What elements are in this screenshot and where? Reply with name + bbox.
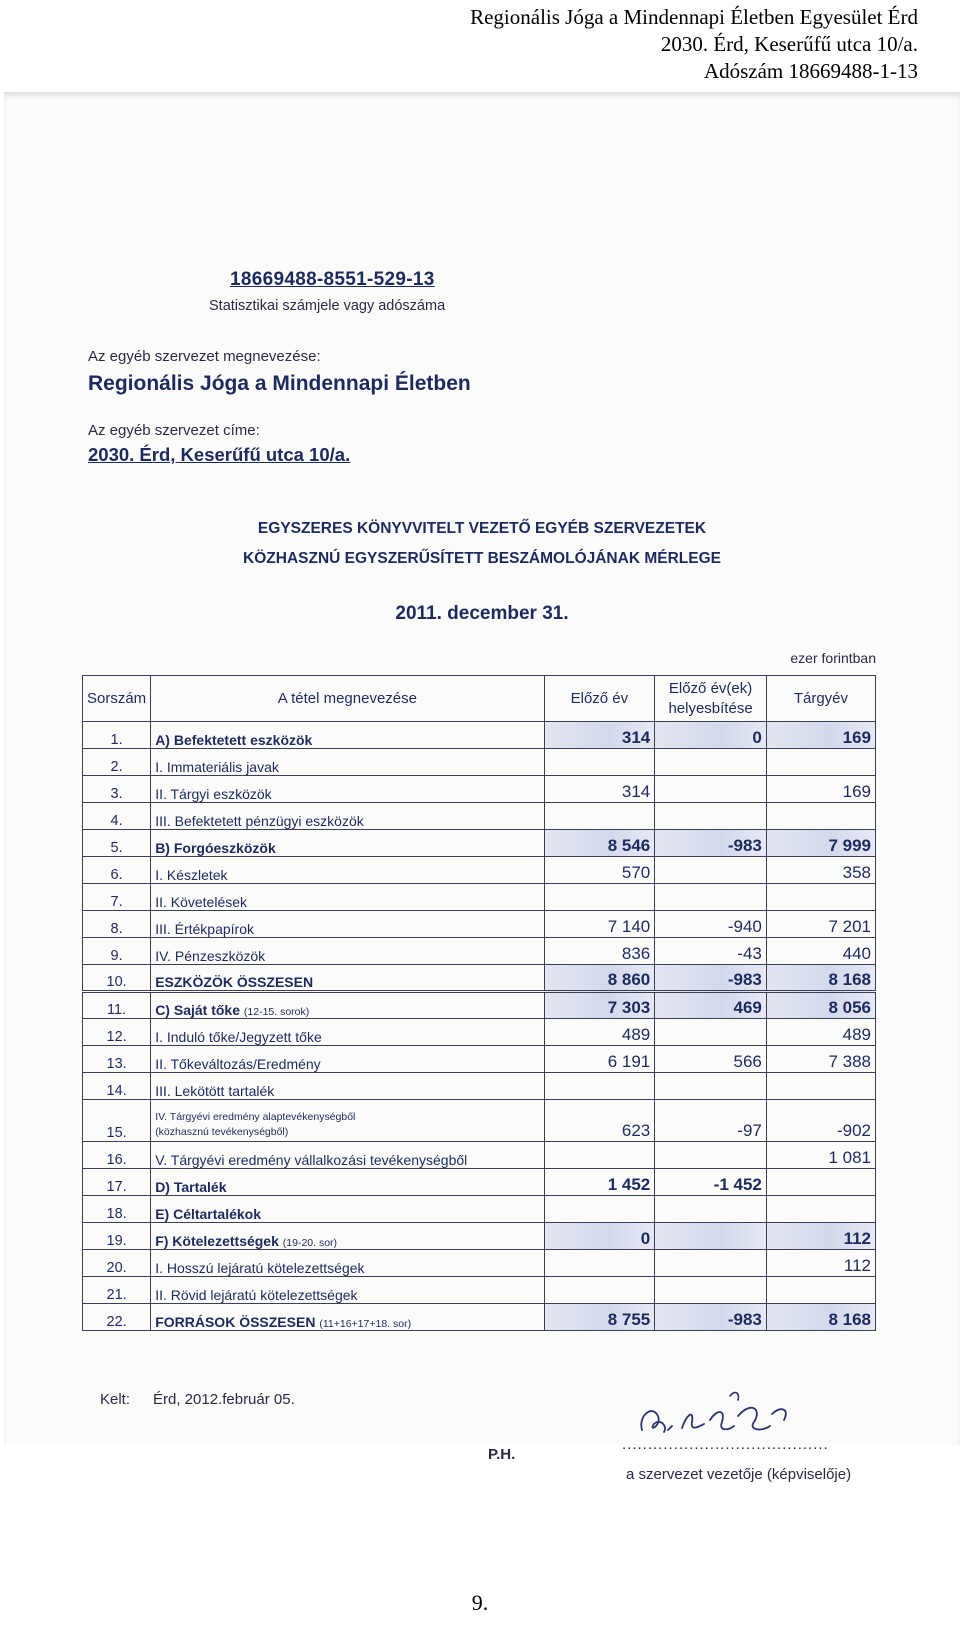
- row-name-note: (11+16+17+18. sor): [319, 1318, 412, 1330]
- row-number: 15.: [83, 1100, 151, 1142]
- row-value-corr: -983: [655, 830, 767, 857]
- row-name: [151, 911, 544, 938]
- row-name: [151, 1019, 544, 1046]
- row-value-corr: [655, 1019, 767, 1046]
- row-number: 2.: [83, 749, 151, 776]
- row-value-curr: [766, 1073, 875, 1100]
- row-value-curr: [766, 884, 875, 911]
- row-name: [151, 830, 544, 857]
- row-value-curr: [766, 1196, 875, 1223]
- row-value-prev: 570: [544, 857, 655, 884]
- row-name: [151, 1304, 544, 1331]
- table-row: [83, 1304, 876, 1331]
- row-value-prev: 1 452: [544, 1169, 655, 1196]
- table-row: [83, 1100, 876, 1142]
- row-name-text: III. Lekötött tartalék: [155, 1083, 275, 1099]
- row-name: [151, 884, 544, 911]
- table-row: [83, 1046, 876, 1073]
- row-value-corr: [655, 1073, 767, 1100]
- row-name-text: III. Befektetett pénzügyi eszközök: [155, 813, 364, 829]
- row-value-curr: 7 999: [766, 830, 875, 857]
- row-value-corr: -97: [655, 1100, 767, 1142]
- table-row: [83, 1223, 876, 1250]
- row-number: 17.: [83, 1169, 151, 1196]
- row-value-corr: [655, 857, 767, 884]
- table-row: [83, 884, 876, 911]
- row-value-prev: [544, 803, 655, 830]
- row-name-text: II. Tőkeváltozás/Eredmény: [155, 1056, 321, 1072]
- scanned-document: [4, 92, 960, 1483]
- date-place-label: Kelt:: [100, 1391, 131, 1408]
- row-value-corr: -940: [655, 911, 767, 938]
- row-name: [151, 749, 544, 776]
- row-name-note: (közhasznú tevékenységből): [155, 1126, 289, 1138]
- row-number: 18.: [83, 1196, 151, 1223]
- row-value-prev: [544, 1196, 655, 1223]
- row-number: 6.: [83, 857, 151, 884]
- row-value-prev: 8 860: [544, 965, 655, 992]
- row-value-corr: 469: [655, 992, 767, 1019]
- header-curr: Tárgyév: [766, 676, 875, 722]
- row-name-text: E) Céltartalékok: [155, 1206, 262, 1222]
- row-name: [151, 992, 544, 1019]
- row-value-corr: 566: [655, 1046, 767, 1073]
- table-row: [83, 749, 876, 776]
- row-value-corr: [655, 1196, 767, 1223]
- table-row: [83, 938, 876, 965]
- org-address-label: Az egyéb szervezet címe:: [88, 422, 260, 439]
- row-number: 7.: [83, 884, 151, 911]
- stamp-place-label: P.H.: [488, 1446, 516, 1463]
- row-value-curr: 8 056: [766, 992, 875, 1019]
- row-name-text: I. Immateriális javak: [155, 759, 279, 775]
- table-row: [83, 1019, 876, 1046]
- row-value-prev: [544, 1142, 655, 1169]
- row-value-corr: -43: [655, 938, 767, 965]
- row-value-curr: [766, 1169, 875, 1196]
- row-name: [151, 803, 544, 830]
- report-title-line2: KÖZHASZNÚ EGYSZERŰSÍTETT BESZÁMOLÓJÁNAK MÉRLEGE: [243, 550, 721, 567]
- header-correction-line2: helyesbítése: [668, 699, 753, 717]
- row-value-corr: [655, 1250, 767, 1277]
- row-name-note: (12-15. sorok): [243, 1006, 310, 1018]
- signature-line: ........................................: [622, 1436, 829, 1453]
- letterhead-tax-number: Adószám 18669488-1-13: [703, 59, 918, 83]
- row-number: 5.: [83, 830, 151, 857]
- row-value-prev: [544, 749, 655, 776]
- org-name: Regionális Jóga a Mindennapi Életben: [88, 372, 471, 395]
- org-name-label: Az egyéb szervezet megnevezése:: [88, 348, 321, 365]
- row-name-text: ESZKÖZÖK ÖSSZESEN: [155, 974, 314, 990]
- row-number: 9.: [83, 938, 151, 965]
- row-name-text: F) Kötelezettségek: [155, 1233, 279, 1249]
- row-name-text: II. Tárgyi eszközök: [155, 786, 272, 802]
- table-row: [83, 992, 876, 1019]
- row-value-prev: 8 546: [544, 830, 655, 857]
- row-name-note: (19-20. sor): [282, 1237, 338, 1249]
- balance-sheet-table: [82, 675, 876, 1331]
- row-value-prev: [544, 884, 655, 911]
- row-name: [151, 965, 544, 992]
- table-row: [83, 1169, 876, 1196]
- row-value-curr: 7 201: [766, 911, 875, 938]
- row-value-corr: [655, 776, 767, 803]
- report-title-line1: EGYSZERES KÖNYVVITELT VEZETŐ EGYÉB SZERVEZETEK: [257, 520, 707, 537]
- table-row: [83, 1142, 876, 1169]
- row-value-curr: [766, 1277, 875, 1304]
- table-row: [83, 1277, 876, 1304]
- row-number: 13.: [83, 1046, 151, 1073]
- row-value-corr: [655, 1223, 767, 1250]
- row-value-corr: -983: [655, 1304, 767, 1331]
- row-value-prev: 314: [544, 776, 655, 803]
- row-number: 21.: [83, 1277, 151, 1304]
- row-value-curr: 169: [766, 722, 875, 749]
- row-name: [151, 1169, 544, 1196]
- row-number: 10.: [83, 965, 151, 992]
- row-name-text: A) Befektetett eszközök: [155, 732, 313, 748]
- row-value-corr: [655, 749, 767, 776]
- row-name-text: FORRÁSOK ÖSSZESEN: [155, 1314, 316, 1330]
- row-value-prev: [544, 1277, 655, 1304]
- row-number: 8.: [83, 911, 151, 938]
- row-name-text: II. Rövid lejáratú kötelezettségek: [155, 1287, 358, 1303]
- row-name: [151, 1142, 544, 1169]
- row-value-prev: 7 303: [544, 992, 655, 1019]
- table-row: [83, 1250, 876, 1277]
- row-value-curr: 8 168: [766, 965, 875, 992]
- row-value-curr: 169: [766, 776, 875, 803]
- row-value-prev: 8 755: [544, 1304, 655, 1331]
- unit-label: ezer forintban: [790, 650, 876, 666]
- row-value-corr: [655, 1277, 767, 1304]
- row-number: 1.: [83, 722, 151, 749]
- row-value-prev: 0: [544, 1223, 655, 1250]
- row-number: 12.: [83, 1019, 151, 1046]
- row-number: 16.: [83, 1142, 151, 1169]
- row-value-corr: [655, 884, 767, 911]
- header-num: Sorszám: [83, 676, 151, 722]
- row-value-curr: 112: [766, 1250, 875, 1277]
- row-value-prev: 7 140: [544, 911, 655, 938]
- letterhead: [218, 4, 918, 85]
- row-value-corr: [655, 803, 767, 830]
- signature-label: a szervezet vezetője (képviselője): [626, 1466, 852, 1483]
- table-row: [83, 911, 876, 938]
- row-value-curr: 358: [766, 857, 875, 884]
- row-value-prev: [544, 1250, 655, 1277]
- header-name: A tétel megnevezése: [151, 676, 544, 722]
- header-prev: Előző év: [544, 676, 655, 722]
- row-value-corr: 0: [655, 722, 767, 749]
- row-name-text: C) Saját tőke: [155, 1002, 240, 1018]
- table-row: [83, 965, 876, 992]
- row-name-text: I. Induló tőke/Jegyzett tőke: [155, 1029, 322, 1045]
- row-name: [151, 1223, 544, 1250]
- row-name: [151, 1250, 544, 1277]
- row-value-curr: 7 388: [766, 1046, 875, 1073]
- table-row: [83, 776, 876, 803]
- row-name: [151, 1046, 544, 1073]
- row-value-curr: 1 081: [766, 1142, 875, 1169]
- row-value-curr: 8 168: [766, 1304, 875, 1331]
- row-number: 20.: [83, 1250, 151, 1277]
- row-name: [151, 776, 544, 803]
- table-header-row: [83, 676, 876, 722]
- row-value-curr: 489: [766, 1019, 875, 1046]
- row-value-curr: [766, 749, 875, 776]
- row-value-prev: 489: [544, 1019, 655, 1046]
- row-name-text: I. Hosszú lejáratú kötelezettségek: [155, 1260, 365, 1276]
- row-number: 4.: [83, 803, 151, 830]
- row-value-corr: -983: [655, 965, 767, 992]
- table-row: [83, 1073, 876, 1100]
- page-number: 9.: [471, 1590, 489, 1615]
- row-number: 3.: [83, 776, 151, 803]
- row-value-prev: [544, 1073, 655, 1100]
- row-name-text: II. Követelések: [155, 894, 248, 910]
- row-name: [151, 938, 544, 965]
- header-correction: [655, 676, 767, 722]
- row-value-curr: 440: [766, 938, 875, 965]
- row-name-text: D) Tartalék: [155, 1179, 227, 1195]
- table-row: [83, 1196, 876, 1223]
- date-place-value: Érd, 2012.február 05.: [153, 1391, 295, 1408]
- row-name: [151, 1196, 544, 1223]
- org-address: 2030. Érd, Keserűfű utca 10/a.: [88, 444, 351, 465]
- row-name: [151, 1277, 544, 1304]
- row-value-prev: 623: [544, 1100, 655, 1142]
- row-number: 11.: [83, 992, 151, 1019]
- row-value-curr: -902: [766, 1100, 875, 1142]
- table-row: [83, 803, 876, 830]
- row-value-prev: 836: [544, 938, 655, 965]
- header-correction-line1: Előző év(ek): [668, 679, 753, 697]
- row-value-curr: [766, 803, 875, 830]
- row-name: [151, 857, 544, 884]
- row-name-text: IV. Tárgyévi eredmény alaptevékenységből: [155, 1111, 356, 1123]
- letterhead-org: Regionális Jóga a Mindennapi Életben Egyesület Érd: [470, 5, 918, 29]
- row-name-text: III. Értékpapírok: [155, 921, 255, 937]
- letterhead-address: 2030. Érd, Keserűfű utca 10/a.: [660, 32, 918, 56]
- row-value-prev: 314: [544, 722, 655, 749]
- report-date: 2011. december 31.: [395, 603, 569, 624]
- row-name-text: V. Tárgyévi eredmény vállalkozási tevékenységből: [155, 1152, 468, 1168]
- row-value-prev: 6 191: [544, 1046, 655, 1073]
- stat-number-label: Statisztikai számjele vagy adószáma: [209, 298, 446, 314]
- row-name: [151, 1100, 544, 1142]
- row-number: 22.: [83, 1304, 151, 1331]
- row-name: [151, 1073, 544, 1100]
- table-row: [83, 830, 876, 857]
- row-name-text: B) Forgóeszközök: [155, 840, 276, 856]
- row-number: 19.: [83, 1223, 151, 1250]
- row-value-curr: 112: [766, 1223, 875, 1250]
- row-name: [151, 722, 544, 749]
- table-row: [83, 722, 876, 749]
- row-name-text: IV. Pénzeszközök: [155, 948, 266, 964]
- row-value-corr: [655, 1142, 767, 1169]
- row-number: 14.: [83, 1073, 151, 1100]
- stat-number: 18669488-8551-529-13: [230, 269, 435, 290]
- row-value-corr: -1 452: [655, 1169, 767, 1196]
- table-row: [83, 857, 876, 884]
- row-name-text: I. Készletek: [155, 867, 228, 883]
